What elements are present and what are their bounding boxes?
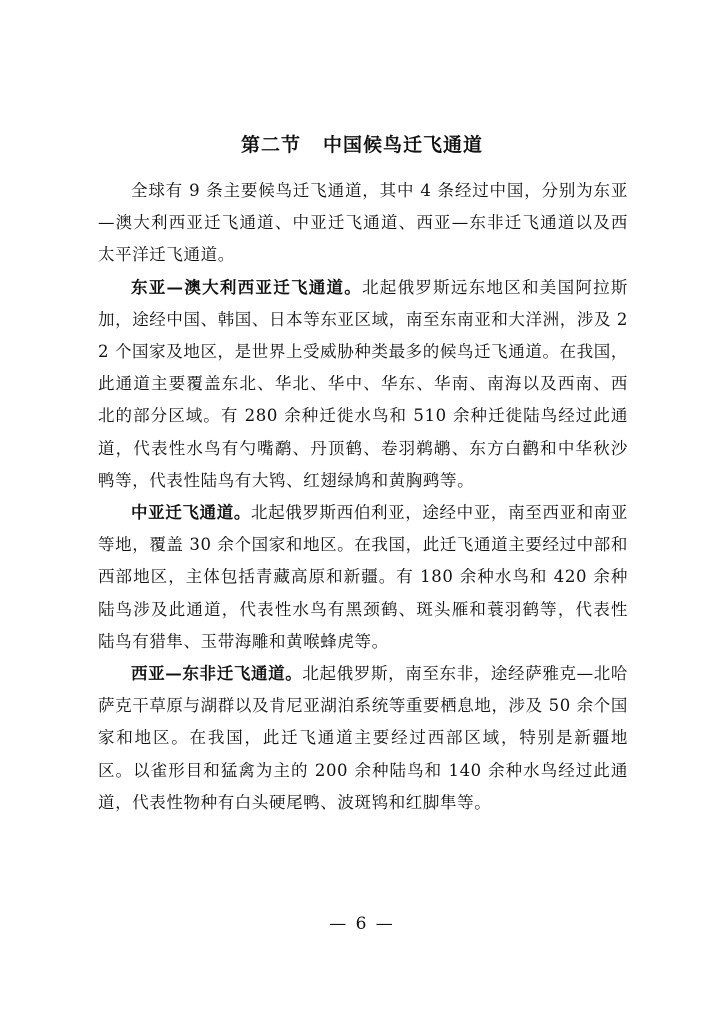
paragraph-east-asia-australasia <box>98 272 628 497</box>
paragraph-lead: 西亚—东非迁飞通道。 <box>131 664 303 684</box>
paragraph-central-asia <box>98 497 628 658</box>
paragraph-body: 北起俄罗斯西伯利亚，途经中亚，南至西亚和南亚等地，覆盖 30 余个国家和地区。在我国，此迁飞通道主要经过中部和西部地区，主体包括青藏高原和新疆。有 180 余种水鸟和 420 余种陆鸟涉及此通道，代表性水鸟有黑颈鹤、斑头雁和蓑羽鹤等，代表性陆鸟有猎隼、玉带海雕和黄喉蜂虎等。 <box>98 503 629 651</box>
paragraph-west-asia-east-africa <box>98 658 628 819</box>
section-heading <box>0 130 724 157</box>
intro-paragraph: 全球有 9 条主要候鸟迁飞通道，其中 4 条经过中国，分别为东亚—澳大利西亚迁飞通道、中亚迁飞通道、西亚—东非迁飞通道以及西太平洋迁飞通道。 <box>98 181 628 265</box>
paragraph-body: 北起俄罗斯远东地区和美国阿拉斯加，途经中国、韩国、日本等东亚区域，南至东南亚和大洋洲，涉及 22 个国家及地区，是世界上受威胁种类最多的候鸟迁飞通道。在我国，此通道主要覆盖东北、华北、华中、华东、华南、南海以及西南、西北的部分区域。有 280 余种迁徙水鸟和 510 余种迁徙陆鸟经过此通道，代表性水鸟有勺嘴鹬、丹顶鹤、卷羽鹈鹕、东方白鹳和中华秋沙鸭等，代表性陆鸟有大鸨、红翅绿鸠和黄胸鹀等。 <box>98 277 628 490</box>
section-label: 第二节 <box>240 134 301 156</box>
page-number: — 6 — <box>329 914 395 934</box>
paragraph-body: 北起俄罗斯，南至东非，途经萨雅克—北哈萨克干草原与湖群以及肯尼亚湖泊系统等重要栖息地，涉及 50 余个国家和地区。在我国，此迁飞通道主要经过西部区域，特别是新疆地区。以雀形目和猛禽为主的 200 余种陆鸟和 140 余种水鸟经过此通道，代表性物种有白头硬尾鸭、波斑鸨和红脚隼等。 <box>98 664 628 812</box>
body-text <box>98 175 628 819</box>
paragraph-lead: 中亚迁飞通道。 <box>131 503 251 523</box>
section-title: 中国候鸟迁飞通道 <box>323 134 484 156</box>
paragraph-lead: 东亚—澳大利西亚迁飞通道。 <box>131 277 363 297</box>
